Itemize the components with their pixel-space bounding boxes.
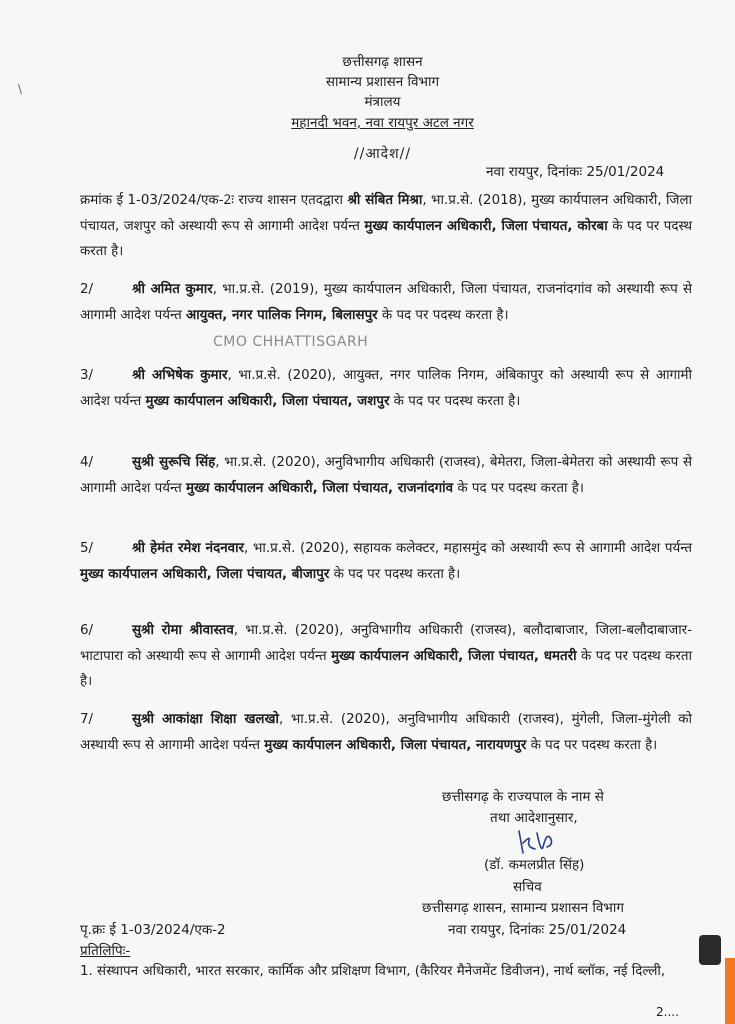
new-posting: मुख्य कार्यपालन अधिकारी, जिला पंचायत, कोरबा xyxy=(364,218,608,234)
new-posting: मुख्य कार्यपालन अधिकारी, जिला पंचायत, नारायणपुर xyxy=(264,737,527,753)
header-secretariat: मंत्रालय xyxy=(364,94,401,110)
paragraph-body: , भा.प्र.से. (2020), अनुविभागीय अधिकारी (राजस्व), बेमेतरा, जिला-बेमेतरा को अस्थायी रूप से आगामी आदेश पर्यन्त xyxy=(80,455,693,496)
officer-name: श्री संबित मिश्रा xyxy=(347,193,423,208)
order-paragraph-1 xyxy=(80,188,692,265)
new-posting: मुख्य कार्यपालन अधिकारी, जिला पंचायत, राजनांदगांव xyxy=(185,480,454,496)
paragraph-number: 7/ xyxy=(80,712,94,727)
paragraph-body: , भा.प्र.से. (2018), मुख्य कार्यपालन अधिकारी, जिला पंचायत, जशपुर को अस्थायी रूप से आगामी आदेश पर्यन्त xyxy=(80,193,692,234)
header-address: महानदी भवन, नवा रायपुर अटल नगर xyxy=(291,115,474,131)
paragraph-tail: के पद पर पदस्थ करता है। xyxy=(389,393,521,409)
paragraph-body: , भा.प्र.से. (2019), मुख्य कार्यपालन अधिकारी, जिला पंचायत, राजनांदगांव को अस्थायी रूप से आगामी आदेश पर्यन्त xyxy=(80,282,692,323)
paragraph-body: , भा.प्र.से. (2020), आयुक्त, नगर पालिक निगम, अंबिकापुर को अस्थायी रूप से आगामी आदेश पर्यन्त xyxy=(80,368,692,409)
photo-edge-strip xyxy=(725,958,735,1024)
officer-name: श्री अभिषेक कुमार xyxy=(132,368,228,383)
authority-line: छत्तीसगढ़ के राज्यपाल के नाम से xyxy=(442,789,604,805)
paragraph-tail: के पद पर पदस्थ करता है। xyxy=(80,218,692,259)
copy-item: 1. संस्थापन अधिकारी, भारत सरकार, कार्मिक और प्रशिक्षण विभाग, (कैरियर मैनेजमेंट डिवीजन), नार्थ ब्लॉक, नई दिल्ली, xyxy=(80,964,666,979)
officer-name: सुश्री सुरूचि सिंह xyxy=(132,455,216,470)
paragraph-tail: के पद पर पदस्थ करता है। xyxy=(329,566,461,582)
watermark: CMO CHHATTISGARH xyxy=(213,334,369,350)
photo-edge-object xyxy=(699,935,721,965)
handwritten-signature xyxy=(513,827,561,857)
new-posting: आयुक्त, नगर पालिक निगम, बिलासपुर xyxy=(185,307,378,323)
authority-line-2: तथा आदेशानुसार, xyxy=(490,810,578,826)
new-posting: मुख्य कार्यपालन अधिकारी, जिला पंचायत, जशपुर xyxy=(145,393,390,409)
paragraph-number: 2/ xyxy=(80,282,94,297)
officer-name: श्री हेमंत रमेश नंदनवार xyxy=(132,541,245,556)
copy-heading: प्रतिलिपिः- xyxy=(80,943,131,959)
paragraph-tail: के पद पर पदस्थ करता है। xyxy=(453,480,584,496)
page-number: 2.... xyxy=(656,1005,679,1019)
paragraph-prefix: क्रमांक ई 1-03/2024/एक-2ः राज्य शासन एतदद्वारा xyxy=(80,193,348,208)
header-department: सामान्य प्रशासन विभाग xyxy=(325,74,440,90)
paragraph-body: , भा.प्र.से. (2020), अनुविभागीय अधिकारी (राजस्व), मुंगेली, जिला-मुंगेली को अस्थायी रूप से आगामी आदेश पर्यन्त xyxy=(80,712,692,753)
officer-name: सुश्री रोमा श्रीवास्तव xyxy=(132,623,234,638)
paragraph-tail: के पद पर पदस्थ करता है। xyxy=(526,737,658,753)
order-paragraph-3 xyxy=(80,363,692,414)
paragraph-tail: के पद पर पदस्थ करता है। xyxy=(80,648,692,689)
endorsement-number: पृ.क्रः ई 1-03/2024/एक-2 xyxy=(80,922,226,938)
order-date: नवा रायपुर, दिनांकः 25/01/2024 xyxy=(486,164,665,180)
officer-name: श्री अमित कुमार xyxy=(132,282,213,297)
officer-name: सुश्री आकांक्षा शिक्षा खलखो xyxy=(132,712,279,727)
order-paragraph-6 xyxy=(80,618,692,695)
new-posting: मुख्य कार्यपालन अधिकारी, जिला पंचायत, धमतरी xyxy=(331,648,577,664)
margin-mark: \ xyxy=(18,82,23,96)
paragraph-tail: के पद पर पदस्थ करता है। xyxy=(377,307,509,323)
signatory-place-date: नवा रायपुर, दिनांकः 25/01/2024 xyxy=(448,922,627,938)
order-paragraph-2 xyxy=(80,277,692,328)
paragraph-number: 5/ xyxy=(80,541,94,556)
paragraph-number: 6/ xyxy=(80,623,94,638)
order-paragraph-5 xyxy=(80,536,692,587)
paragraph-body: , भा.प्र.से. (2020), अनुविभागीय अधिकारी (राजस्व), बलौदाबाजार, जिला-बलौदाबाजार-भाटापारा को अस्थायी रूप से आगामी आदेश पर्यन्त xyxy=(80,623,692,664)
header-government: छत्तीसगढ़ शासन xyxy=(342,54,423,70)
order-paragraph-7 xyxy=(80,707,692,758)
signatory-department: छत्तीसगढ़ शासन, सामान्य प्रशासन विभाग xyxy=(422,900,624,916)
order-paragraph-4 xyxy=(80,450,692,501)
signatory-designation: सचिव xyxy=(513,879,542,895)
paragraph-number: 3/ xyxy=(80,368,94,383)
order-title: //आदेश// xyxy=(353,146,412,162)
signatory-name: (डॉ. कमलप्रीत सिंह) xyxy=(484,857,585,873)
paragraph-number: 4/ xyxy=(80,455,94,470)
paragraph-body: , भा.प्र.से. (2020), सहायक कलेक्टर, महासमुंद को अस्थायी रूप से आगामी आदेश पर्यन्त xyxy=(244,541,693,556)
new-posting: मुख्य कार्यपालन अधिकारी, जिला पंचायत, बीजापुर xyxy=(80,566,330,582)
